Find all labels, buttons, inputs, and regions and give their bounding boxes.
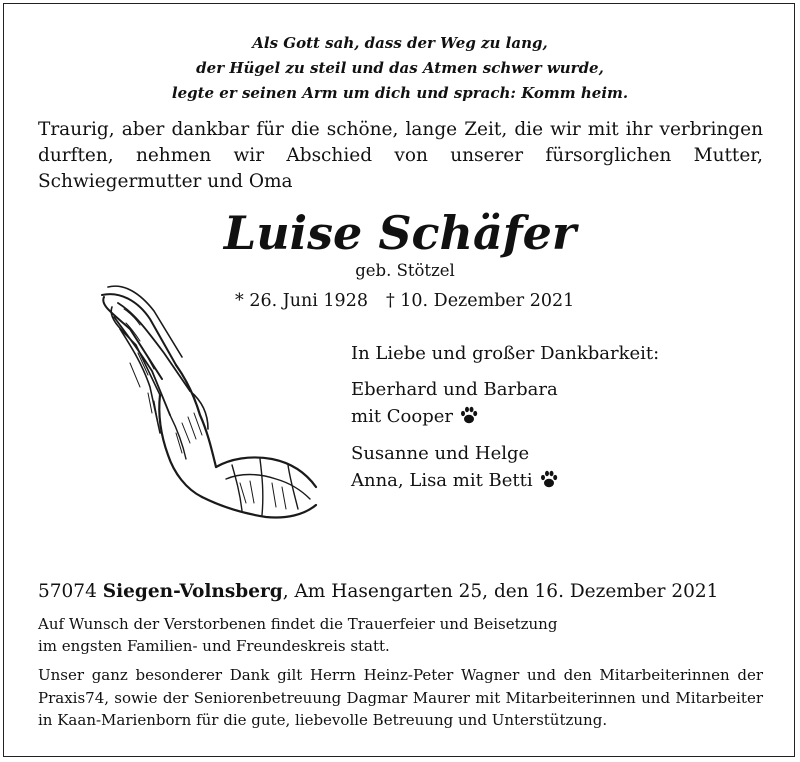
deceased-name: Luise Schäfer (223, 206, 577, 260)
death-date: † 10. Dezember 2021 (385, 291, 575, 311)
address-town: Siegen-Volnsberg (102, 581, 283, 602)
birth-date: * 26. Juni 1928 (235, 291, 368, 311)
poem-line: der Hügel zu steil und das Atmen schwer wurde, (196, 59, 604, 77)
thanks-paragraph (38, 664, 763, 732)
paw-print-icon (459, 405, 479, 425)
intro-line: durften, nehmen wir Abschied von unserer fürsorglichen Mutter, (38, 145, 763, 166)
intro-line: Traurig, aber dankbar für die schöne, lange Zeit, die wir mit ihr verbringen (38, 119, 763, 140)
address-rest: , Am Hasengarten 25, den 16. Dezember 2021 (282, 581, 719, 602)
thanks-line: Praxis74, sowie der Seniorenbetreuung Dagmar Maurer mit Mitarbeiterinnen und Mitarbeiter (38, 688, 763, 707)
mourner-pet: Anna, Lisa mit Betti (351, 470, 533, 491)
thanks-line: Unser ganz besonderer Dank gilt Herrn Heinz-Peter Wagner und den Mitarbeiterinnen der (38, 666, 763, 684)
address-line (38, 581, 718, 602)
mourners-heading: In Liebe und großer Dankbarkeit: (351, 343, 660, 364)
thanks-line: in Kaan-Marienborn für die gute, liebevolle Betreuung und Unterstützung. (38, 711, 608, 729)
intro-line: Schwiegermutter und Oma (38, 171, 293, 192)
mourner-names: Susanne und Helge (351, 443, 530, 464)
paw-print-icon (539, 469, 559, 489)
poem-line: Als Gott sah, dass der Weg zu lang, (252, 34, 548, 52)
maiden-name: geb. Stötzel (355, 261, 455, 280)
notice-line: im engsten Familien- und Freundeskreis statt. (38, 637, 390, 655)
funeral-notice (38, 613, 763, 657)
poem-line: legte er seinen Arm um dich und sprach: Komm heim. (171, 84, 629, 102)
mourners-block (351, 340, 659, 494)
mourner-pet: mit Cooper (351, 406, 454, 427)
praying-hands-icon (90, 283, 320, 521)
intro-text (38, 117, 763, 195)
mourner-pet-line (351, 467, 659, 494)
notice-line: Auf Wunsch der Verstorbenen findet die Trauerfeier und Beisetzung (38, 615, 558, 633)
poem (0, 31, 800, 106)
address-zip: 57074 (38, 581, 97, 602)
mourner-names: Eberhard und Barbara (351, 379, 558, 400)
mourner-pet-line (351, 403, 659, 430)
